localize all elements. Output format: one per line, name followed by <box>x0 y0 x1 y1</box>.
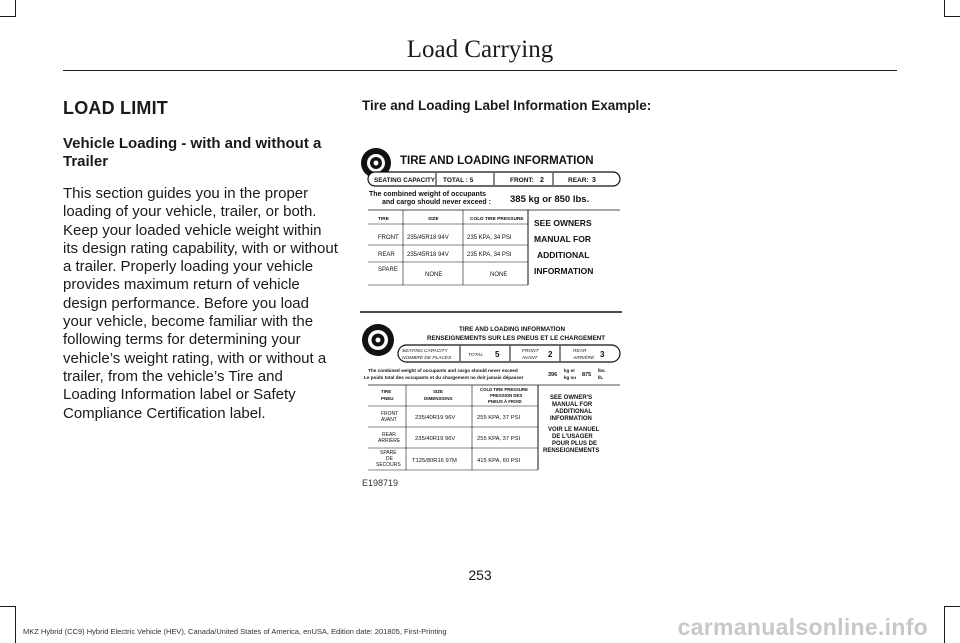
right-column <box>362 98 662 114</box>
label2-row-size: 235/40R19 96V <box>415 436 456 442</box>
page-number: 253 <box>468 567 492 583</box>
label2-col-pressure-3: PNEUS À FROID <box>488 399 522 404</box>
label2-see-line: DE L'USAGER <box>552 434 593 440</box>
label1-row-tire: FRONT <box>378 235 399 241</box>
crop-mark <box>15 0 16 16</box>
label2-col-tire-en: TIRE <box>381 389 392 394</box>
label1-total: TOTAL : 5 <box>443 177 474 184</box>
label1-row-tire: SPARE <box>378 267 398 273</box>
label2-row-pressure: 255 KPA, 37 PSI <box>477 436 521 442</box>
label1-rear: REAR: <box>568 177 589 184</box>
crop-mark <box>944 606 945 643</box>
label1-see-line: ADDITIONAL <box>537 250 590 260</box>
tire-icon <box>362 324 394 356</box>
label2-row-tire-en: SPARE <box>380 450 397 456</box>
label2-row-size: 235/40R19 96V <box>415 415 456 421</box>
label2-combined-fr: Le poids total des occupants et du chargement ne doit jamais dépasser <box>364 375 524 380</box>
label2-see-line: RENSEIGNEMENTS <box>543 448 600 454</box>
label2-see-line: SEE OWNER'S <box>550 395 593 401</box>
label2-see-line: ADDITIONAL <box>555 409 592 415</box>
label2-row-tire-fr2: SECOURS <box>376 462 401 468</box>
watermark: carmanualsonline.info <box>677 614 928 640</box>
label1-front-val: 2 <box>540 177 544 184</box>
section-heading: LOAD LIMIT <box>63 98 168 118</box>
crop-mark <box>15 606 16 643</box>
body-paragraph: This section guides you in the proper loading of your vehicle, trailer, or both. Keep your loaded vehicle weight within its design rating capability, with or without a trailer. Properly loading your vehicle provides maximum return of vehicle design performance. Before you load your vehicle, become familiar with the following terms for determining your vehicle’s weight rating, with or without a trailer, from the vehicle’s Tire and Loading Information label or Safety Compliance Certification label. <box>63 185 338 422</box>
crop-mark <box>944 16 960 17</box>
label2-rear-val: 3 <box>600 350 605 359</box>
label2-row-pressure: 255 KPA, 37 PSI <box>477 415 521 421</box>
label1-see-line: MANUAL FOR <box>534 234 591 244</box>
label1-row-pressure: NONE <box>490 272 508 278</box>
label1-row-pressure: 235 KPA, 34 PSI <box>467 252 512 258</box>
label-info-heading: Tire and Loading Label Information Example: <box>362 98 652 113</box>
label1-row-size: 235/45R18 94V <box>407 235 449 241</box>
label1-seating-capacity: SEATING CAPACITY <box>374 177 435 184</box>
label2-kg-val: 396 <box>548 372 558 378</box>
label2-seating-en: SEATING CAPACITY <box>402 349 448 354</box>
label2-total-val: 5 <box>495 350 500 359</box>
sub-heading: Vehicle Loading - with and without a Trailer <box>63 135 322 170</box>
page-header-title: Load Carrying <box>406 36 554 63</box>
header-rule <box>63 70 897 71</box>
label2-lb-val: 875 <box>582 372 592 378</box>
label2-seating-fr: NOMBRE DE PLACES <box>402 356 452 361</box>
label2-front-fr: AVANT <box>522 356 538 361</box>
label2-col-tire-fr: PNEU <box>381 396 394 401</box>
label1-front: FRONT: <box>510 177 534 184</box>
label2-kg-fr: kg ou <box>564 375 576 380</box>
label1-row-pressure: 235 KPA, 34 PSI <box>467 235 512 241</box>
label2-see-line: POUR PLUS DE <box>552 441 598 447</box>
label1-col-pressure: COLD TIRE PRESSURE <box>470 217 524 222</box>
label2-col-size-en: SIZE <box>433 389 444 394</box>
label2-row-tire-en: FRONT <box>381 411 399 417</box>
crop-mark <box>944 606 960 607</box>
label2-rear-fr: ARRIÈRE <box>573 356 595 361</box>
label2-lb-en: lbs. <box>598 368 606 373</box>
label2-front-val: 2 <box>548 350 553 359</box>
label2-col-pressure-2: PRESSION DES <box>490 393 523 398</box>
label2-combined-en: The combined weight of occupants and cargo should never exceed <box>368 368 518 373</box>
label2-rear-en: REAR <box>573 349 587 354</box>
footer-text: MKZ Hybrid (CC9) Hybrid Electric Vehicle (HEV), Canada/United States of America, enUSA, Edition date: 201805, First-Printing <box>23 627 447 636</box>
label1-col-tire: TIRE <box>378 217 389 222</box>
left-column <box>63 98 338 423</box>
label2-see-line: VOIR LE MANUEL <box>548 427 600 433</box>
label2-row-tire-fr: ARRIÈRE <box>378 438 401 444</box>
label2-total: TOTAL <box>468 353 484 358</box>
label1-rear-val: 3 <box>592 177 596 184</box>
label2-front-en: FRONT <box>522 349 539 354</box>
label1-col-size: SIZE <box>428 217 439 222</box>
label1-row-tire: REAR <box>378 252 395 258</box>
label2-see-line: MANUAL FOR <box>552 402 593 408</box>
label1-row-size: 235/45R18 94V <box>407 252 449 258</box>
label2-kg-en: kg or <box>564 368 576 373</box>
label1-see-line: INFORMATION <box>534 266 594 276</box>
label1-see-line: SEE OWNERS <box>534 218 592 228</box>
label1-combined-line1: The combined weight of occupants <box>369 191 487 198</box>
label2-row-tire-fr: DE <box>386 456 393 462</box>
crop-mark <box>0 16 16 17</box>
crop-mark <box>944 0 945 16</box>
label2-lb-fr: lb. <box>598 375 604 380</box>
crop-mark <box>0 606 16 607</box>
label1-weight: 385 kg or 850 lbs. <box>510 194 590 205</box>
tire-loading-label-figure <box>360 140 625 475</box>
label2-col-size-fr: DIMENSIONS <box>424 396 453 401</box>
label2-row-pressure: 415 KPA, 60 PSI <box>477 458 521 464</box>
label2-row-tire-fr: AVANT <box>381 417 397 423</box>
label2-see-line: INFORMATION <box>550 416 592 422</box>
label2-title-en: TIRE AND LOADING INFORMATION <box>459 326 565 333</box>
label2-title-fr: RENSEIGNEMENTS SUR LES PNEUS ET LE CHARGEMENT <box>427 335 606 342</box>
label1-title: TIRE AND LOADING INFORMATION <box>400 155 594 167</box>
label2-col-pressure-1: COLD TIRE PRESSURE <box>480 387 528 392</box>
label2-row-tire-en: REAR <box>382 432 396 438</box>
label1-combined-line2: and cargo should never exceed : <box>382 199 491 206</box>
label2-row-size: T125/80R16 97M <box>412 458 457 464</box>
label1-row-size: NONE <box>425 272 443 278</box>
figure-id: E198719 <box>362 478 399 488</box>
